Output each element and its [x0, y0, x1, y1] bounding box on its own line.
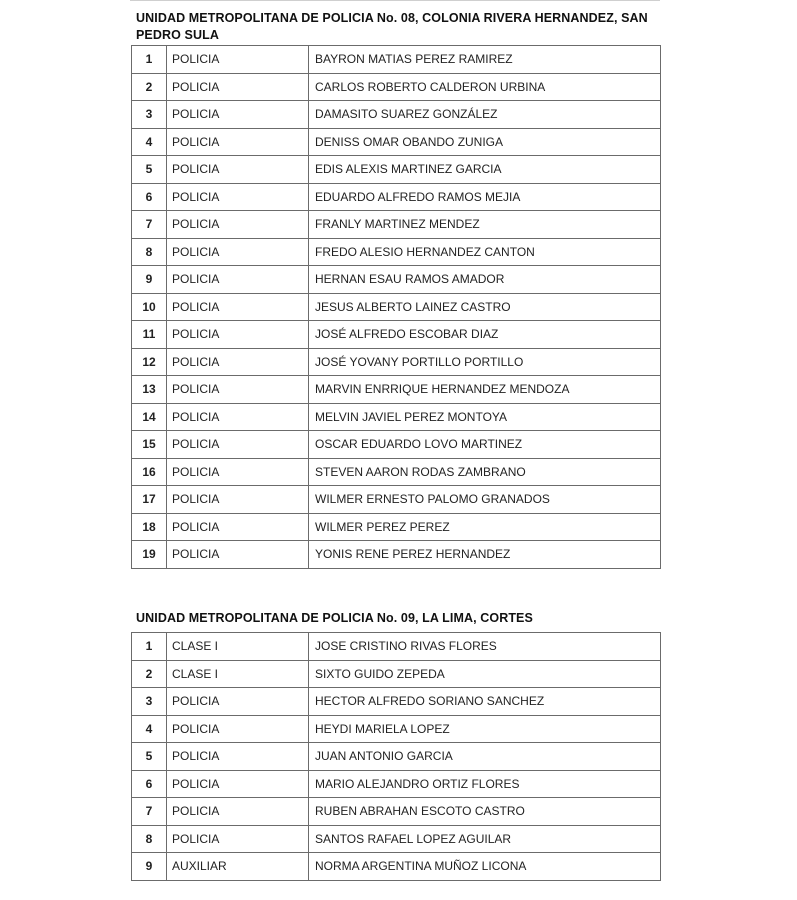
row-number: 1 [132, 633, 167, 661]
row-rank: POLICIA [167, 798, 309, 826]
row-number: 6 [132, 770, 167, 798]
table-row [132, 348, 661, 376]
row-number: 16 [132, 458, 167, 486]
row-rank: POLICIA [167, 348, 309, 376]
row-name: RUBEN ABRAHAN ESCOTO CASTRO [309, 798, 661, 826]
row-number: 5 [132, 743, 167, 771]
row-number: 8 [132, 238, 167, 266]
row-rank: POLICIA [167, 128, 309, 156]
row-name: MARIO ALEJANDRO ORTIZ FLORES [309, 770, 661, 798]
row-number: 4 [132, 715, 167, 743]
row-name: JUAN ANTONIO GARCIA [309, 743, 661, 771]
row-rank: POLICIA [167, 770, 309, 798]
row-name: JOSÉ YOVANY PORTILLO PORTILLO [309, 348, 661, 376]
row-rank: POLICIA [167, 321, 309, 349]
row-name: HECTOR ALFREDO SORIANO SANCHEZ [309, 688, 661, 716]
row-name: JOSE CRISTINO RIVAS FLORES [309, 633, 661, 661]
row-name: DAMASITO SUAREZ GONZÁLEZ [309, 101, 661, 129]
table-row [132, 743, 661, 771]
row-name: YONIS RENE PEREZ HERNANDEZ [309, 541, 661, 569]
row-name: NORMA ARGENTINA MUÑOZ LICONA [309, 853, 661, 881]
row-rank: CLASE I [167, 660, 309, 688]
table-row [132, 211, 661, 239]
table-row [132, 156, 661, 184]
table-row [132, 431, 661, 459]
row-number: 8 [132, 825, 167, 853]
table-row [132, 688, 661, 716]
row-name: MELVIN JAVIEL PEREZ MONTOYA [309, 403, 661, 431]
row-name: EDIS ALEXIS MARTINEZ GARCIA [309, 156, 661, 184]
row-rank: POLICIA [167, 73, 309, 101]
row-number: 6 [132, 183, 167, 211]
table-row [132, 715, 661, 743]
row-number: 3 [132, 688, 167, 716]
table-row [132, 486, 661, 514]
row-name: STEVEN AARON RODAS ZAMBRANO [309, 458, 661, 486]
row-number: 7 [132, 798, 167, 826]
row-number: 18 [132, 513, 167, 541]
row-number: 14 [132, 403, 167, 431]
row-number: 4 [132, 128, 167, 156]
row-rank: POLICIA [167, 513, 309, 541]
row-number: 9 [132, 853, 167, 881]
row-rank: POLICIA [167, 293, 309, 321]
cropped-table-edge [130, 0, 660, 5]
section-title-unit-09: UNIDAD METROPOLITANA DE POLICIA No. 09, LA LIMA, CORTES [136, 611, 533, 625]
table-row [132, 633, 661, 661]
row-rank: POLICIA [167, 46, 309, 74]
table-row [132, 798, 661, 826]
table-row [132, 403, 661, 431]
table-row [132, 458, 661, 486]
row-rank: POLICIA [167, 743, 309, 771]
roster-table-unit-09 [131, 632, 661, 881]
row-name: SANTOS RAFAEL LOPEZ AGUILAR [309, 825, 661, 853]
row-number: 15 [132, 431, 167, 459]
row-rank: POLICIA [167, 715, 309, 743]
row-number: 11 [132, 321, 167, 349]
row-number: 2 [132, 73, 167, 101]
row-number: 17 [132, 486, 167, 514]
table-row [132, 513, 661, 541]
row-rank: POLICIA [167, 403, 309, 431]
row-name: SIXTO GUIDO ZEPEDA [309, 660, 661, 688]
row-name: MARVIN ENRRIQUE HERNANDEZ MENDOZA [309, 376, 661, 404]
table-row [132, 293, 661, 321]
table-row [132, 853, 661, 881]
row-rank: POLICIA [167, 156, 309, 184]
row-number: 9 [132, 266, 167, 294]
table-row [132, 825, 661, 853]
row-name: JESUS ALBERTO LAINEZ CASTRO [309, 293, 661, 321]
table-row [132, 73, 661, 101]
row-rank: POLICIA [167, 376, 309, 404]
table-row [132, 321, 661, 349]
row-name: HERNAN ESAU RAMOS AMADOR [309, 266, 661, 294]
row-rank: POLICIA [167, 688, 309, 716]
table-row [132, 266, 661, 294]
section-title-unit-08: UNIDAD METROPOLITANA DE POLICIA No. 08, COLONIA RIVERA HERNANDEZ, SAN PEDRO SULA [136, 11, 648, 42]
row-name: OSCAR EDUARDO LOVO MARTINEZ [309, 431, 661, 459]
table-row [132, 376, 661, 404]
row-name: DENISS OMAR OBANDO ZUNIGA [309, 128, 661, 156]
row-number: 7 [132, 211, 167, 239]
row-rank: POLICIA [167, 211, 309, 239]
row-number: 3 [132, 101, 167, 129]
table-row [132, 660, 661, 688]
row-rank: CLASE I [167, 633, 309, 661]
roster-table-unit-08 [131, 45, 661, 569]
row-number: 12 [132, 348, 167, 376]
row-rank: POLICIA [167, 266, 309, 294]
row-name: FRANLY MARTINEZ MENDEZ [309, 211, 661, 239]
table-row [132, 101, 661, 129]
row-rank: POLICIA [167, 458, 309, 486]
table-row [132, 541, 661, 569]
row-rank: POLICIA [167, 486, 309, 514]
row-number: 10 [132, 293, 167, 321]
row-name: HEYDI MARIELA LOPEZ [309, 715, 661, 743]
row-rank: POLICIA [167, 541, 309, 569]
row-number: 19 [132, 541, 167, 569]
row-rank: POLICIA [167, 431, 309, 459]
row-name: WILMER PEREZ PEREZ [309, 513, 661, 541]
row-name: WILMER ERNESTO PALOMO GRANADOS [309, 486, 661, 514]
row-rank: POLICIA [167, 101, 309, 129]
row-rank: POLICIA [167, 238, 309, 266]
row-name: BAYRON MATIAS PEREZ RAMIREZ [309, 46, 661, 74]
row-rank: POLICIA [167, 825, 309, 853]
table-row [132, 238, 661, 266]
table-row [132, 128, 661, 156]
row-number: 2 [132, 660, 167, 688]
row-name: JOSÉ ALFREDO ESCOBAR DIAZ [309, 321, 661, 349]
table-row [132, 46, 661, 74]
row-name: FREDO ALESIO HERNANDEZ CANTON [309, 238, 661, 266]
row-name: EDUARDO ALFREDO RAMOS MEJIA [309, 183, 661, 211]
row-rank: AUXILIAR [167, 853, 309, 881]
row-number: 1 [132, 46, 167, 74]
table-row [132, 183, 661, 211]
table-row [132, 770, 661, 798]
row-number: 5 [132, 156, 167, 184]
row-number: 13 [132, 376, 167, 404]
row-name: CARLOS ROBERTO CALDERON URBINA [309, 73, 661, 101]
row-rank: POLICIA [167, 183, 309, 211]
